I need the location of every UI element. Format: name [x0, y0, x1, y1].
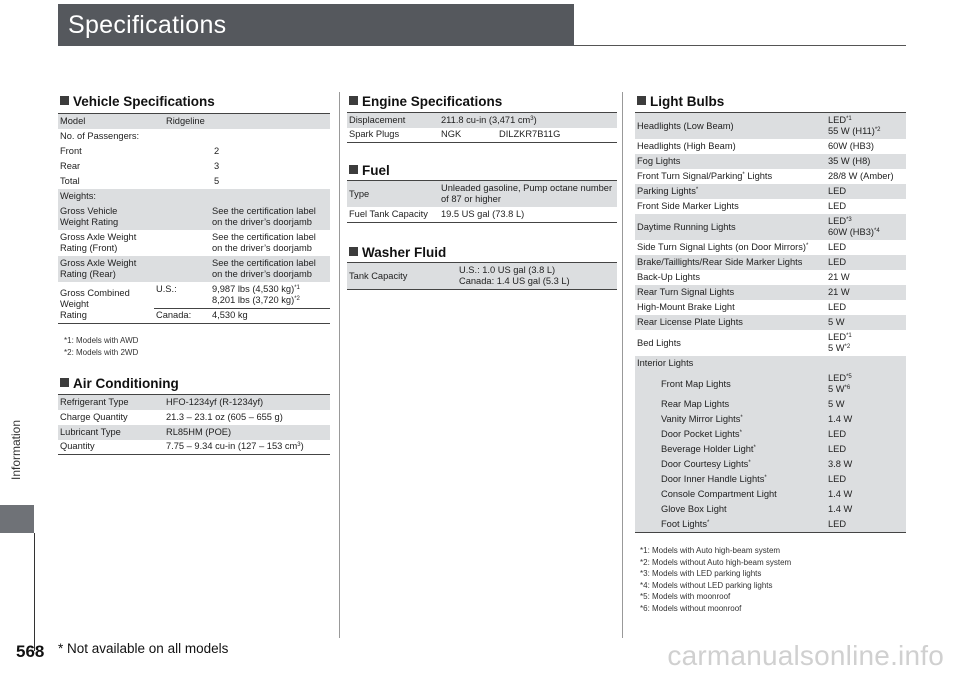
table-row: Gross Vehicle Weight Rating See the certification label on the driver’s doorjamb [58, 204, 330, 230]
section-bullet-icon [349, 165, 358, 174]
section-bullet-icon [349, 96, 358, 105]
table-row: Fuel Tank Capacity 19.5 US gal (73.8 L) [349, 208, 525, 219]
page-title: Specifications [68, 11, 227, 39]
table-row: Parking Lights* LED [635, 184, 906, 199]
side-rule [34, 533, 35, 651]
side-label-text: Information [9, 419, 23, 481]
table-row: Gross Combined Weight Rating U.S.: 9,987 lbs (4,530 kg)$^{*1}$ 8,201 lbs (3,720 kg)$^{*2}$ [60, 283, 300, 320]
washer-heading: Washer Fluid [349, 245, 446, 260]
table-row: Side Turn Signal Lights (on Door Mirrors)* LED [637, 242, 847, 252]
table-row: Tank Capacity U.S.: 1.0 US gal (3.8 L) Canada: 1.4 US gal (5.3 L) [347, 263, 617, 290]
table-row: Foot Lights* LED [635, 517, 906, 532]
table-row: Lubricant Type RL85HM (POE) [58, 425, 330, 440]
ac-heading: Air Conditioning [60, 376, 179, 391]
table-row: Front Turn Signal/Parking* Lights 28/8 W (Amber) [637, 171, 894, 181]
table-row: Glove Box Light 1.4 W [635, 502, 906, 517]
table-row: Console Compartment Light 1.4 W [635, 487, 906, 502]
fuel-table [347, 180, 617, 223]
section-bullet-icon [349, 247, 358, 256]
washer-table [347, 262, 617, 290]
table-row: Spark Plugs NGK DILZKR7B11G [349, 129, 561, 140]
table-row: Back-Up Lights 21 W [637, 272, 850, 282]
vehicle-footnotes: *1: Models with AWD *2: Models with 2WD [64, 336, 139, 357]
table-row: Front Map Lights LED$^{*5}$ 5 $W^{*6}$ [635, 371, 906, 397]
section-bullet-icon [60, 96, 69, 105]
light-bulbs-footnotes: *1: Models with Auto high-beam system *2: Models without Auto high-beam system *3: Models with LED parking lights *4: Models without LED parking lights *5: Models with moonroof *6: Models without moonroof [640, 546, 792, 613]
table-row: Refrigerant Type HFO-1234yf (R-1234yf) [58, 395, 330, 410]
table-row: Canada: 4,530 kg [58, 308, 330, 323]
section-bullet-icon [637, 96, 646, 105]
table-row: Vanity Mirror Lights* 1.4 W [635, 412, 906, 427]
column-divider-2 [622, 92, 623, 638]
table-row: Headlights (Low Beam) LED$^{*1}$ 55 W $(H11)^{*2}$ [635, 113, 906, 140]
table-row: Door Inner Handle Lights* LED [635, 472, 906, 487]
engine-heading: Engine Specifications [349, 94, 502, 109]
watermark: carmanualsonline.info [667, 640, 944, 671]
column-divider-1 [339, 92, 340, 638]
table-row: Fog Lights 35 W (H8) [635, 154, 906, 169]
table-row: Door Courtesy Lights* 3.8 W [635, 457, 906, 472]
table-row: Quantity 7.75 – 9.34 cu-in (127 – 153 $cm^3$) [60, 441, 304, 452]
table-row: Daytime Running Lights LED$^{*3}$ 60W $(HB3)^{*4}$ [635, 214, 906, 240]
table-row: Type Unleaded gasoline, Pump octane number of 87 or higher [347, 181, 617, 208]
table-row: Total 5 [60, 175, 220, 186]
table-row: Front Side Marker Lights LED [637, 201, 847, 211]
table-row: Front 2 [60, 145, 220, 156]
table-row: Weights: [58, 189, 330, 204]
side-tab-marker [0, 505, 34, 533]
table-row: Rear Map Lights 5 W [635, 397, 906, 412]
table-row: Rear Turn Signal Lights 21 W [635, 285, 906, 300]
section-bullet-icon [60, 378, 69, 387]
table-row: Gross Axle Weight Rating (Rear) See the certification label on the driver’s doorjamb [58, 256, 330, 282]
table-row: Headlights (High Beam) 60W (HB3) [637, 141, 874, 151]
table-row: Bed Lights LED$^{*1}$ 5 $W^{*2}$ [637, 332, 852, 353]
engine-table [347, 112, 617, 143]
table-row: Rear License Plate Lights 5 W [635, 315, 906, 330]
page-number: 568 [16, 642, 45, 661]
table-row: Gross Axle Weight Rating (Front) See the certification label on the driver’s doorjamb [60, 231, 316, 253]
table-row: Displacement 211.8 cu-in (3,471 $cm^3$) [347, 113, 617, 128]
header-rule [574, 45, 906, 46]
table-row: High-Mount Brake Light LED [637, 302, 847, 312]
light-bulbs-table [635, 112, 906, 533]
title-banner [58, 4, 574, 46]
fuel-heading: Fuel [349, 163, 390, 178]
vehicle-spec-heading: Vehicle Specifications [60, 94, 215, 109]
side-section-label [4, 390, 28, 510]
table-row: Charge Quantity 21.3 – 23.1 oz (605 – 655 g) [60, 411, 283, 422]
table-row: Brake/Taillights/Rear Side Marker Lights LED [635, 255, 906, 270]
table-row: Model Ridgeline [58, 114, 330, 129]
table-row: Interior Lights [635, 356, 906, 371]
vehicle-spec-table [58, 113, 330, 324]
table-row: Door Pocket Lights* LED [635, 427, 906, 442]
light-bulbs-heading: Light Bulbs [637, 94, 724, 109]
table-row: Rear 3 [60, 160, 220, 171]
table-row: Beverage Holder Light* LED [635, 442, 906, 457]
ac-table [58, 394, 330, 455]
table-row: No. of Passengers: [60, 130, 140, 141]
availability-note: * Not available on all models [58, 641, 229, 656]
